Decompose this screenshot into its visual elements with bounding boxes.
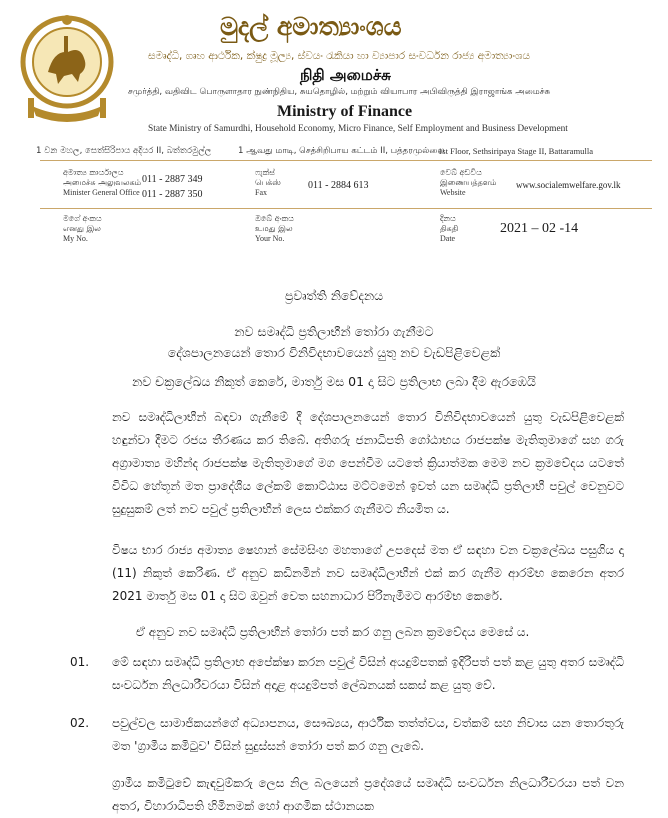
address-sinhala: 1 වන මහල, සෙත්සිරිපාය අදියර II, බත්තරමුල්ල <box>36 146 212 156</box>
state-ministry-english: State Ministry of Samurdhi, Household Economy, Micro Finance, Self Employment and Business Development <box>148 124 568 134</box>
website-url: www.socialemwelfare.gov.lk <box>516 180 621 190</box>
ministry-title-english: Ministry of Finance <box>277 103 413 120</box>
office-label: අමාත්‍ය කාර්යාලය அமைச்சு அலுவலகம் Minister General Office <box>63 168 142 197</box>
list-item-2-number: 02. <box>70 716 90 730</box>
phone-1: 011 - 2887 349 <box>142 174 203 185</box>
your-number-label: ඔබේ අංකය உமது இல Your No. <box>255 214 294 243</box>
document-type: ප්‍රවෘත්ති නිවේදනය <box>284 288 384 303</box>
paragraph-1: නව සමෘද්ධිලාභීන් බඳවා ගැනීමේ දී දේශපාලනයෙන් තොර විනිවිදභාවයෙන් යුතු වැඩපිළිවෙළක් හඳුන්වා දීමට රජය තීරණය කර තිබේ. අතිගරු ජනාධිපති ගෝඨාභය රාජපක්ෂ මැතිතුමාගේ සහ ගරු අග්‍රාමාත්‍ය මහින්ද රාජපක්ෂ මැතිතුමාගේ මග පෙන්වීම යටතේ ක්‍රියාත්මක මෙම නව ක්‍රමවේදය යටතේ විවිධ හේතූන් මත ප්‍රාදේශීය ලේකම් කොට්ඨාස මට්ටමෙන් ඉවත් යන සමෘද්ධි ප්‍රතිලාභී පවුල් වෙනුවට සුදුසුකම් ලත් නව පවුල් ප්‍රතිලාභීන් ලෙස එක්කර ගැනීමට නියමිත ය. <box>112 410 624 516</box>
paragraph-2: විෂය භාර රාජ්‍ය අමාත්‍ය ෂෙහාන් සේමසිංහ මහතාගේ උපදෙස් මත ඒ සඳහා වන චක්‍රලේඛය පසුගිය දා (11) නිකුත් කෙරිණ. ඒ අනුව කඩිනමින් නව සමෘද්ධිලාභීන් එක් කර ගැනීම ආරම්භ කෙරෙන අතර 2021 මාර්තු මස 01 දා සිට ඔවුන් වෙත සහනාධාර පිරිනැමීමට ආරම්භ කෙරේ. <box>112 543 624 603</box>
my-number-label: මගේ අංකය எனது இல My No. <box>63 214 102 243</box>
heading-line-1: නව සමෘද්ධි ප්‍රතිලාභීන් තෝරා ගැනීමට <box>234 324 434 339</box>
website-label: වෙබ් අඩවිය இணையத்தளம் Website <box>440 168 497 197</box>
heading-line-2: දේශපාලනයෙන් තොර විනිවිදභාවයෙන් යුතු නව වැඩපිළිවෙළක් <box>167 345 501 360</box>
state-ministry-tamil: சமுர்த்தி, வதிவிட பொருளாதார நுண்நிதிய, சுயதொழில், மற்றும் வியாபார அபிவிருத்தி இராஜாங்க அமைச்சு <box>128 87 551 97</box>
fax-number: 011 - 2884 613 <box>308 180 369 191</box>
heading-line-3: නව චක්‍රලේඛය නිකුත් කෙරේ, මාර්තු මස 01 දා සිට ප්‍රතිලාභ ලබා දීම ඇරඹෙයි <box>132 374 536 389</box>
list-item-2-text: පවුල්වල සාමාජිකයන්ගේ අධ්‍යාපනය, සෞඛ්‍යය, ආර්ථික තත්ත්වය, වත්කම් සහ නිවාස යන තොරතුරු මත 'ග්‍රාමීය කමිටුව' විසින් සුදුස්සන් තෝරා පත් කර ගනු ලැබේ. <box>112 716 624 753</box>
header-divider <box>40 160 652 161</box>
ministry-title-sinhala: මුදල් අමාත්‍යාංශය <box>220 12 402 41</box>
fax-label: ෆැක්ස් பெக்ஸ் Fax <box>255 168 281 197</box>
ministry-title-tamil: நிதி அமைச்சு <box>300 66 391 84</box>
paragraph-3: ඒ අනුව නව සමෘද්ධි ප්‍රතිලාභීන් තෝරා පත් කර ගනු ලබන ක්‍රමවේදය මෙසේ ය. <box>136 625 530 639</box>
list-item-1-text: මේ සඳහා සමෘද්ධි ප්‍රතිලාභ අපේක්ෂා කරන පවුල් විසින් අයදුම්පතක් ඉදිරිපත් පත් කළ යුතු අතර සමෘද්ධි සංවර්ධන නිලධාරීවරයා විසින් අදාළ අයදුම්පත් ලේඛනයක් සකස් කළ යුතු වේ. <box>112 655 624 692</box>
date-value: 2021 – 02 -14 <box>500 221 579 236</box>
contact-divider <box>40 208 652 209</box>
date-label: දිනය திகதி Date <box>440 214 459 243</box>
address-tamil: 1 ஆவது மாடி, செத்சிறிபாய கட்டம் II, பத்தரமுல்லை <box>238 146 445 156</box>
list-item-1-number: 01. <box>70 655 90 669</box>
letterhead <box>0 0 668 140</box>
phone-2: 011 - 2887 350 <box>142 189 203 200</box>
paragraph-4: ග්‍රාමීය කමිටුවේ කැඳවුම්කරු ලෙස නිල බලයෙන් ප්‍රදේශයේ සමෘද්ධි සංවර්ධන නිලධාරීවරයා පත් වන අතර, විහාරාධිපති හිමිනමක් හෝ ආගමික ස්ථානයක <box>112 776 624 813</box>
address-english: 1st Floor, Sethsiripaya Stage II, Battaramulla <box>438 146 594 156</box>
sri-lanka-emblem-icon <box>18 10 116 128</box>
state-ministry-sinhala: සමෘද්ධි, ගෘහ ආර්ථික, ක්ෂුද්‍ර මූල්‍ය, ස්වයං රැකියා හා ව්‍යාපාර සංවර්ධන රාජ්‍ය අමාත්‍යාංශය <box>148 50 531 62</box>
